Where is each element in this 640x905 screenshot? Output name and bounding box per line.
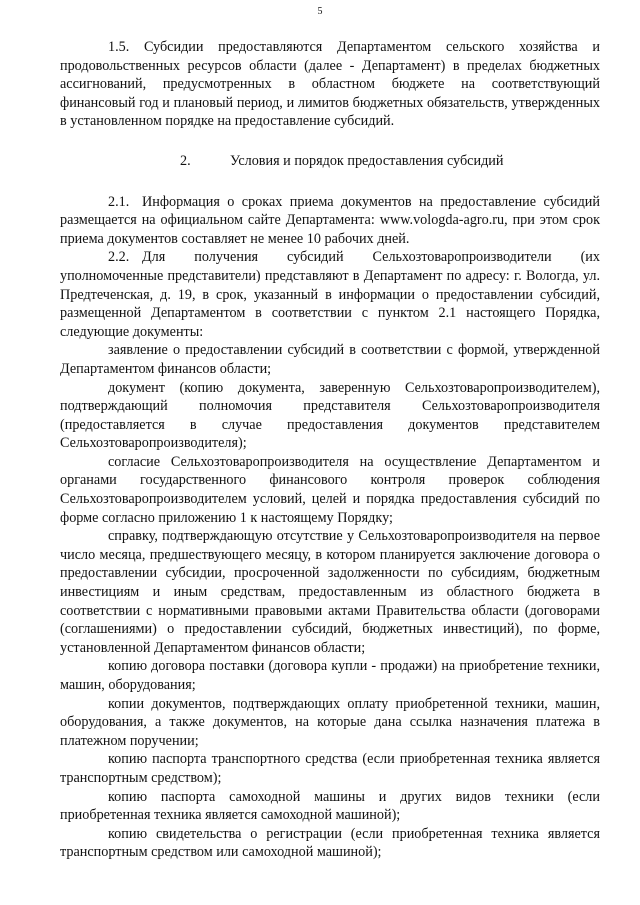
document-list-item: копию паспорта транспортного средства (если приобретенная техника является транспортным средством); xyxy=(60,751,600,786)
section-number: 2. xyxy=(180,152,191,169)
item-text: Информация о сроках приема документов на предоставление субсидий размещается на официальном сайте Департамента: www.vologda-agro.ru, при этом срок приема документов составляет не менее 10 рабочих дней. xyxy=(60,193,600,247)
document-list-item: копию свидетельства о регистрации (если приобретенная техника является транспортным средством или самоходной машиной); xyxy=(60,825,600,861)
paragraph-1-5: 1.5. Субсидии предоставляются Департаментом сельского хозяйства и продовольственных ресурсов области (далее - Департамент) в пределах бюджетных ассигнований, предусмотренных в областном бюджете на соответствующий финансовый год и плановый период, и лимитов бюджетных обязательств, утвержденных в установленном порядке на предоставление субсидий. xyxy=(60,39,600,130)
item-text: Для получения субсидий Сельхозтоваропроизводители (их уполномоченные представители) представляют в Департамент по адресу: г. Вологда, ул. Предтеченская, д. 19, в срок, указанный в информации о предоставлении субсидий, размещенной Департаментом в соответствии с пунктом 2.1 настоящего Порядка, следующие документы: xyxy=(60,249,600,340)
document-body xyxy=(60,38,600,862)
document-list-item: справку, подтверждающую отсутствие у Сельхозтоваропроизводителя на первое число месяца, предшествующего месяцу, в котором планируется заключение договора о предоставлении субсидии, просроченной задолженности по субсидиям, бюджетным инвестициям и иным средствам, предоставленным из областного бюджета в соответствии с нормативными правовыми актами Правительства области (договорами (соглашениями) о предоставлении субсидий, бюджетных инвестиций), по форме, установленной Департаментом финансов области; xyxy=(60,528,600,656)
paragraph-2-1 xyxy=(60,193,600,249)
section-heading xyxy=(60,152,600,171)
section-title: Условия и порядок предоставления субсидий xyxy=(230,152,504,169)
document-list-item: документ (копию документа, заверенную Сельхозтоваропроизводителем), подтверждающий полномочия представителя Сельхозтоваропроизводителя (предоставляется в случае предоставления документов представителем Сельхозтоваропроизводителя); xyxy=(60,379,600,452)
paragraph-2-2 xyxy=(60,248,600,341)
document-list-item: заявление о предоставлении субсидий в соответствии с формой, утвержденной Департаментом финансов области; xyxy=(60,342,600,377)
document-list-item: копии документов, подтверждающих оплату приобретенной техники, машин, оборудования, а также документов, на которые дана ссылка назначения платежа в платежном поручении; xyxy=(60,695,600,749)
document-list-item: согласие Сельхозтоваропроизводителя на осуществление Департаментом и органами государственного финансового контроля проверок соблюдения Сельхозтоваропроизводителем условий, целей и порядка предоставления субсидий по форме согласно приложению 1 к настоящему Порядку; xyxy=(60,453,600,526)
item-number: 2.2. xyxy=(108,249,130,266)
document-list-item: копию паспорта самоходной машины и других видов техники (если приобретенная техника является самоходной машиной); xyxy=(60,788,600,824)
item-number: 2.1. xyxy=(108,193,130,210)
page-number: 5 xyxy=(317,6,323,17)
document-list-item: копию договора поставки (договора купли - продажи) на приобретение техники, машин, оборудования; xyxy=(60,658,600,693)
